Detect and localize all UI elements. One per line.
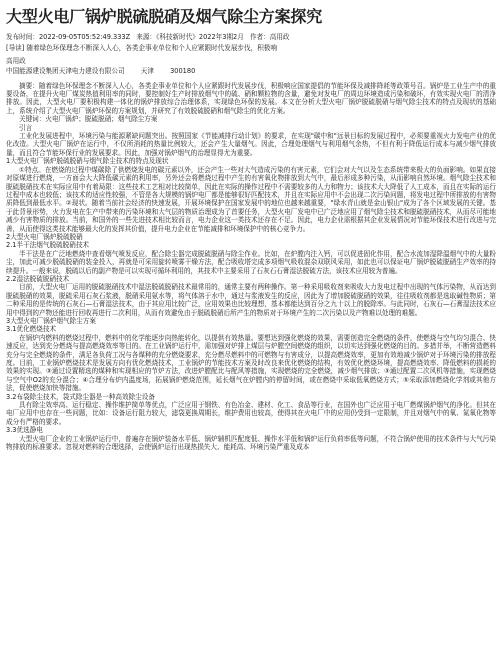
body-paragraph: 半干法是在广泛地燃烧中查看烟气喷发反应，配合除尘器完成脱硫脱硝与除尘作业。比如，在炉膛内注入钙，可以促进固化作用，配合水流加湿降温烟气中的大量粉尘，加此可减少脱硫脱硝的装金投入，再就是可采用旋转喷雾干燥方法，配合吸收塔完成多项烟气吸收混杂双联风采用，如此也可以保证电厂锅炉脱硫脱硝生产效率的持续提升。一般来说，脱硫以后的副产物是可以实现可循环利用的，其技术中主要采用了石灰石石膏湿法脱硫方法，该技术应用较为普遍。 (6, 249, 496, 275)
org-city: 天津 (140, 67, 154, 76)
abstract-paragraph: 摘要：随着绿色环保理念不断深入人心，各类企事业单位和个人应紧跟时代发展步伐，积极响应国家提倡的节能环保及减排降耗等政策号召。锅炉是工业生产中的重要设备，在提升火电厂煤炭热值利用率的同时，要控制好生产时排放烟气中的硫、硝和颗粒物的含量，避免对发电厂的周边环境造成污染和破坏，有效实现火电厂的清净排放。因此，大型火电厂要积极构建一体化的锅炉排放综合治理体系，实现绿色环保的发展。本文在分析大型火电厂锅炉脱硫脱硝与烟气除尘技术的特点及现状的基础上，系统介绍了大型火电厂锅炉环保的方案规划，并研究了有效脱硫脱硝和烟气除尘的优化方案。 (6, 81, 496, 115)
section-heading: 1大型火电厂锅炉脱硫脱硝与烟气除尘技术的特点及现状 (6, 157, 169, 166)
publish-date: 发布时间：2022-09-05T05:52:49.333Z (6, 33, 131, 41)
body-paragraph: 工业化发展进程中，环境污染与能源紧缺问题突出。按照国家《节能减排行动计划》的要求，在实现"碳中和"远景目标的发展过程中，必须要重视火力发电产业的优化改造。大型火电厂锅炉在运行中，不仅所消耗的热量比例较大，还会产生大量烟气。因此，合理处理烟气与利用烟气余热，不但有利于降低运行成本与减少烟气排放量，而且符合节能环保行业的发展要求。因此，加强对锅炉烟气的治理显得尤为重要。 (6, 132, 496, 157)
article-title: 大型火电厂锅炉脱硫脱硝及烟气除尘方案探究 (6, 7, 323, 26)
subsection-heading: 3.1优化燃烧技术 (6, 325, 57, 334)
author-label: 作者： (249, 33, 270, 41)
article-source: 来源：《科技新时代》2022年3期2月 (136, 33, 244, 41)
author-name: 高用政 (6, 56, 26, 65)
keywords: 关键词：火电厂锅炉；脱硫脱硝；烟气除尘方案 (19, 115, 158, 124)
body-paragraph: 在锅炉内燃料的燃烧过程中，燃料中的化学能逐步向热能转化，以提供有效热量。要想达到强化燃烧的效果，需要创造完全燃烧的条件，使燃烧与空气均匀混合、快速反应，达到充分燃烧与提高燃烧效率等目的。在工业锅炉运行中，需加强对炉排上煤层与炉膛空间燃烧的组织，以切实达到强化燃烧的目的。多措并举，不断营造燃料充分与完全燃烧的条件，满足各负荷工况与各煤种的充分燃烧要求，充分燃尽燃料中的可燃物与有害成分，以提高燃烧效率，更加有效地减少锅炉对于环境污染的排放程度。目前，工业锅炉燃烧技术是发展方向有优化燃烧技术，工业锅炉的节能技术方案及时改良来优化燃烧的结构，有效优化燃烧环境，提高燃烧效率、降低燃料的损耗的效果的实现。③通过设置精选的煤种和实现相应的节炉方法，改进炉膛配比与配风等措施，实现燃烧的完全燃烧，减少烟气排放；③通过配置二次风机等措施，实现燃烧与空气中O2的充分混合；④合理分布炉内温度场，拓展锅炉燃烧范围，延长烟气在炉膛内的停留时间，或在燃烧中采取低氧燃烧方式；⑤采取添加燃烧化学剂或其他方法，促使燃烧加快等措施。 (6, 333, 496, 393)
subsection-heading: 3.2布袋除尘技术，袋式除尘器是一种高效除尘设备 (6, 392, 155, 401)
subsection-heading: 2.2湿法脱硫脱硝技术 (6, 274, 70, 283)
section-heading: 3大型火电厂锅炉烟气除尘方案 (6, 317, 96, 325)
org-postcode: 300180 (170, 67, 196, 76)
org-name: 中国能源建设集团天津电力建设有限公司 (6, 67, 125, 76)
article-body (6, 82, 496, 452)
section-heading-intro: 引言 (19, 123, 33, 132)
section-heading: 2大型火电厂锅炉脱硫脱硝 (6, 232, 83, 241)
body-paragraph: 具有除尘效率高、运行稳定、操作维护简单等优点，广泛应用于钢铁、有色冶金、建材、化工、食品等行业，在国外也广泛应用于电厂燃煤锅炉烟气的净化。但其在电厂应用中也存在一些问题，比如：设备运行阻力较大，滤袋更换周期长，维护费用也较高，使得其在火电厂中的应用仍受到一定限制，并且对烟气中的氧、氮氧化物等成分有严格的要求。 (6, 401, 496, 426)
article-guide: [导读] 随着绿色环保理念不断深入人心，各类企事业单位和个人应紧跟时代发展步伐，积极响 (6, 44, 277, 53)
subsection-heading: 3.3优选静电 (6, 426, 43, 435)
subsection-heading: 2.1半干法烟气脱硫脱硝技术 (6, 241, 90, 250)
body-paragraph: 大型火电厂企业的工业锅炉运行中，普遍存在锅炉装备水平低、锅炉辅机匹配度低、操作水平低和锅炉运行负荷率低等问题，不符合锅炉使用的技术条件与大气污染物排放的标准要求。忽视对燃料的合理选择，会使锅炉运行出现热损失大、能耗高、环境污染严重及成本 (6, 434, 496, 452)
author-organization (6, 67, 496, 75)
meta-author: 高用政 (269, 33, 290, 41)
body-paragraph: ①特点。在燃烧的过程中煤碳除了供燃烧发电的碳元素以外，还会产生一些对大气造成污染的有害元素，它们会对大气以及生态系统带来极大的负面影响。如果直接对原煤进行燃烧，一方面会大大降低碳元素的利用率，另外还会将燃烧过程中产生的有害氧化物排放到大气中，最后形成多种污染，从而影响自然环境。烟气除尘技术和脱硫脱硝技术在实际应用中有着局限：这些技术工艺相对比较简单，因此在实际的操作过程中不需要较多的人力和物力；该技术大大降低了人工成本，而且在实际的运行过程中成本也较低；该技术的适应性较强，不管是各大规模的锅炉电厂都是能够很好匹配技术，并且在实际应用中不会出现二次污染问题，将发电过程中所排放的有害物质降低到最低水平。②现状。随着当前社会经济的快速发展，开展环境保护在国家发展中的地位也越来越重要，"绿水青山就是金山银山"成为了各个区域发展的关键。基于此背景形势，火力发电在生产中带来的污染环境和大气层的物质治理成为了首要任务，大型火电厂发电中已广泛地应用了烟气除尘技术和脱硫脱硝技术，从而尽可能地减少有害物质的排放。当前，和国外的一些先进技术相比较而言，电力企业这一类技术还存在不足。因此，电力企业需根据其企业发展情况对节能环保技术进行改进与完善，从而使得这类技术能够最大化的发挥其价值，提升电力企业在节能减排和环境保护中的核心竞争力。 (6, 165, 496, 233)
body-paragraph: 目前，大型火电厂运用的脱硫脱硝技术中湿法脱硫脱硝技术最常用的，通常主要有两种操作。第一种采用吸收剂来吸收大力发电过程中出现的气体污染物，从而达到脱硫脱硝的效果，脱硫采用石灰石浆液，脱硝采用氨水等，将气体溶于水中，通过与浆液发生的反应，因此为了增加脱硫脱硝的效果，往往吸收剂都是选取碱性物质；第二种采用的是传统的石灰石—石膏湿法技术，由于其应用比较广泛，应用效果也比较理想，基本都能达到百分之九十以上的脱除率。与此同时，石灰石—石膏湿法技术应用中得到的产物还能进行回收再进行二次利用，从而有效避免由于脱硫脱硝后所产生的物质对于环境产生的二次污染以及产物难以处理的难题。 (6, 283, 496, 317)
article-meta (6, 33, 496, 41)
